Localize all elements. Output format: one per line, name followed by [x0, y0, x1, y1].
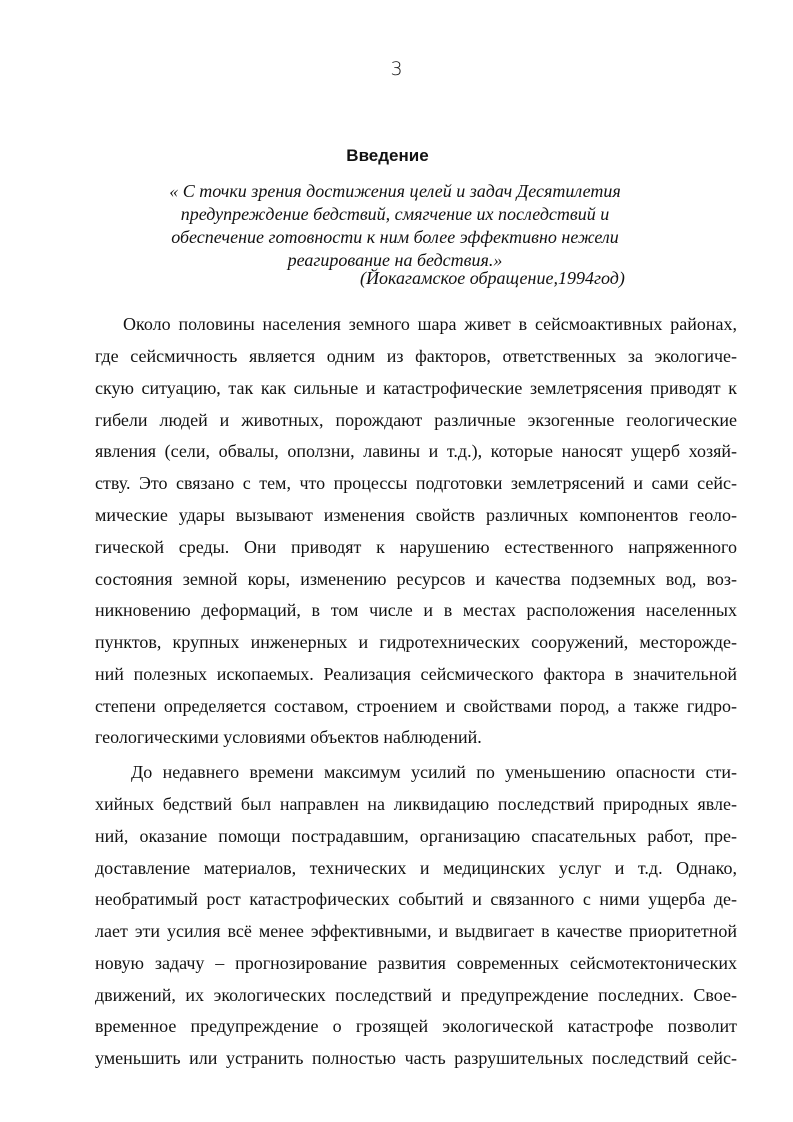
text-line: хийных бедствий был направлен на ликвидацию последствий природных явле- — [95, 794, 737, 814]
text-line: явления (сели, обвалы, оползни, лавины и т.д.), которые наносят ущерб хозяй- — [95, 441, 737, 461]
text-line: лает эти усилия всё менее эффективными, и выдвигает в качестве приоритетной — [95, 921, 737, 941]
text-line: скую ситуацию, так как сильные и катастрофические землетрясения приводят к — [95, 378, 737, 398]
section-heading: Введение — [346, 146, 429, 165]
text-line: гибели людей и животных, порождают различные экзогенные геологические — [95, 410, 737, 430]
text-line: движений, их экологических последствий и предупреждение последних. Свое- — [95, 985, 737, 1005]
text-line: никновению деформаций, в том числе и в местах расположения населенных — [95, 600, 737, 620]
text-line: степени определяется составом, строением и свойствами пород, а также гидро- — [95, 696, 737, 716]
text-line: уменьшить или устранить полностью часть разрушительных последствий сейс- — [95, 1048, 737, 1068]
text-line: До недавнего времени максимум усилий по уменьшению опасности сти- — [131, 762, 737, 782]
text-line: пунктов, крупных инженерных и гидротехнических сооружений, месторожде- — [95, 632, 737, 652]
text-line: временное предупреждение о грозящей экологической катастрофе позволит — [95, 1016, 737, 1036]
text-line: мические удары вызывают изменения свойств различных компонентов геоло- — [95, 505, 737, 525]
text-line: новую задачу – прогнозирование развития современных сейсмотектонических — [95, 953, 737, 973]
text-line: гической среды. Они приводят к нарушению естественного напряженного — [95, 537, 737, 557]
page-number: 3 — [390, 58, 403, 80]
text-line: ний полезных ископаемых. Реализация сейсмического фактора в значительной — [95, 664, 737, 684]
epigraph-source: (Йокагамское обращение,1994год) — [360, 268, 625, 288]
epigraph — [150, 180, 640, 272]
text-line: необратимый рост катастрофических событий и связанного с ними ущерба де- — [95, 889, 737, 909]
text-line: доставление материалов, технических и медицинских услуг и т.д. Однако, — [95, 858, 737, 878]
text-line: геологическими условиями объектов наблюдений. — [95, 727, 482, 747]
epigraph-line: « С точки зрения достижения целей и задач Десятилетия — [169, 181, 621, 201]
text-line: Около половины населения земного шара живет в сейсмоактивных районах, — [123, 314, 737, 334]
text-line: где сейсмичность является одним из факторов, ответственных за экологиче- — [95, 346, 737, 366]
epigraph-line: обеспечение готовности к ним более эффективно нежели — [171, 227, 619, 247]
epigraph-line: предупреждение бедствий, смягчение их последствий и — [180, 204, 610, 224]
text-line: состояния земной коры, изменению ресурсов и качества подземных вод, воз- — [95, 569, 737, 589]
text-line: ний, оказание помощи пострадавшим, организацию спасательных работ, пре- — [95, 826, 737, 846]
text-line: ству. Это связано с тем, что процессы подготовки землетрясений и сами сейс- — [95, 473, 737, 493]
epigraph-line: реагирование на бедствия.» — [287, 250, 503, 270]
